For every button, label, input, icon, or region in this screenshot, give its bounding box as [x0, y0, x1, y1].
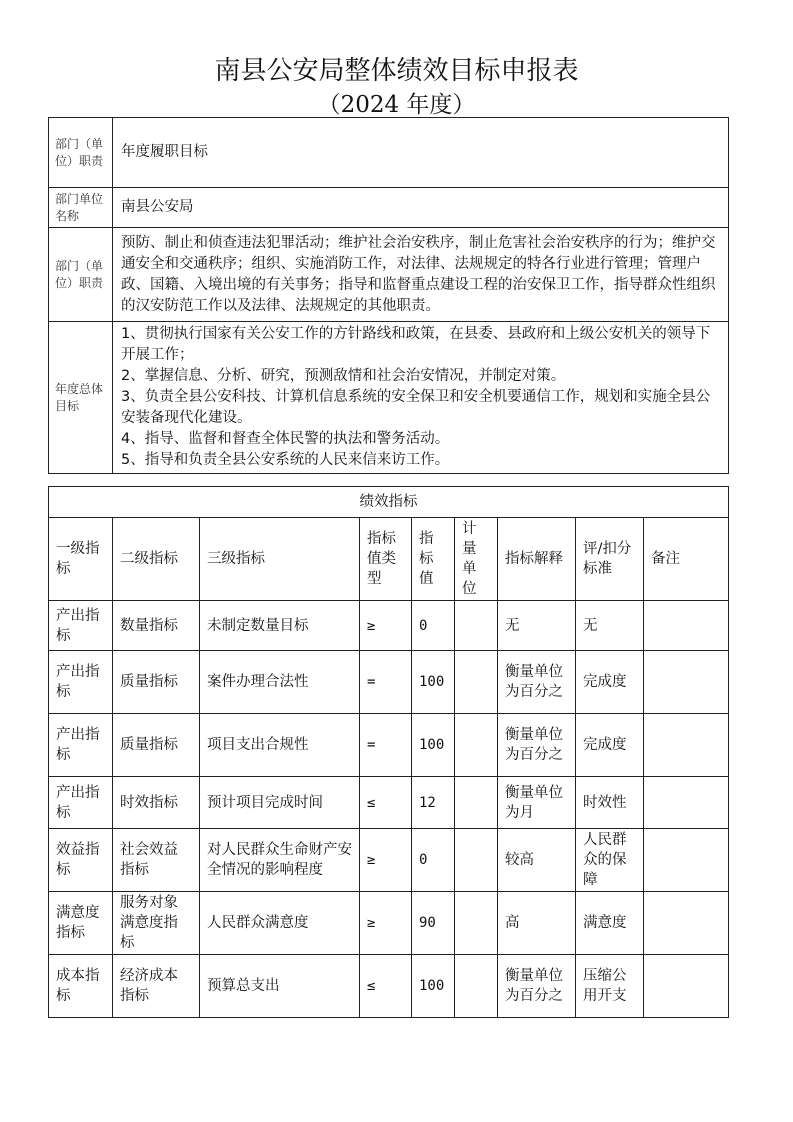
cell-value: 100	[412, 955, 455, 1018]
cell-explanation: 衡量单位为百分之	[498, 714, 576, 777]
goal-line: 1、贯彻执行国家有关公安工作的方针路线和政策，在县委、县政府和上级公安机关的领导下开展工作；	[121, 326, 711, 363]
cell-note	[644, 651, 729, 714]
cell-level2: 质量指标	[113, 714, 200, 777]
cell-explanation: 衡量单位为月	[498, 777, 576, 829]
goal-line: 4、指导、监督和督查全体民警的执法和警务活动。	[121, 431, 450, 447]
cell-value-type: =	[360, 714, 412, 777]
cell-value: 12	[412, 777, 455, 829]
table-row	[49, 955, 729, 1018]
cell-value: 90	[412, 892, 455, 955]
cell-value: 100	[412, 714, 455, 777]
cell-value-type: ≥	[360, 601, 412, 651]
cell-scoring: 完成度	[576, 714, 644, 777]
cell-level2: 质量指标	[113, 651, 200, 714]
cell-level1: 产出指标	[49, 601, 113, 651]
cell-level1: 产出指标	[49, 714, 113, 777]
header-cell: 二级指标	[113, 518, 200, 601]
info-label: 年度总体目标	[49, 322, 113, 474]
cell-note	[644, 777, 729, 829]
cell-value-type: =	[360, 651, 412, 714]
cell-unit	[455, 651, 498, 714]
header-cell: 指标值类型	[360, 518, 412, 601]
cell-value: 0	[412, 601, 455, 651]
cell-explanation: 无	[498, 601, 576, 651]
info-value: 南县公安局	[113, 188, 729, 228]
cell-unit	[455, 601, 498, 651]
cell-level1: 满意度指标	[49, 892, 113, 955]
cell-unit	[455, 829, 498, 892]
cell-unit	[455, 777, 498, 829]
cell-unit	[455, 955, 498, 1018]
cell-level2: 服务对象满意度指标	[113, 892, 200, 955]
page-subtitle: （2024 年度）	[317, 92, 476, 118]
header-cell: 指标解释	[498, 518, 576, 601]
goal-line: 5、指导和负责全县公安系统的人民来信来访工作。	[121, 452, 450, 468]
goal-line: 3、负责全县公安科技、计算机信息系统的安全保卫和安全机要通信工作，规划和实施全县公安装备现代化建设。	[121, 389, 711, 426]
page-title: 南县公安局整体绩效目标申报表	[214, 56, 579, 86]
cell-level1: 产出指标	[49, 777, 113, 829]
performance-table	[48, 486, 729, 1018]
table-row	[49, 829, 729, 892]
info-row	[49, 118, 729, 188]
cell-value-type: ≤	[360, 955, 412, 1018]
cell-level3: 对人民群众生命财产安全情况的影响程度	[200, 829, 360, 892]
header-cell: 计量单位	[455, 518, 498, 601]
cell-level1: 效益指标	[49, 829, 113, 892]
cell-value-type: ≥	[360, 892, 412, 955]
cell-level3: 预算总支出	[200, 955, 360, 1018]
header-cell: 一级指标	[49, 518, 113, 601]
cell-level3: 未制定数量目标	[200, 601, 360, 651]
cell-scoring: 压缩公用开支	[576, 955, 644, 1018]
info-table	[48, 117, 729, 474]
cell-level1: 成本指标	[49, 955, 113, 1018]
cell-value: 0	[412, 829, 455, 892]
cell-level2: 社会效益指标	[113, 829, 200, 892]
cell-explanation: 较高	[498, 829, 576, 892]
annual-goals	[113, 322, 729, 474]
cell-value-type: ≥	[360, 829, 412, 892]
info-label: 部门（单位）职责	[49, 228, 113, 322]
cell-unit	[455, 714, 498, 777]
table-row	[49, 601, 729, 651]
cell-value-type: ≤	[360, 777, 412, 829]
cell-note	[644, 955, 729, 1018]
info-row	[49, 228, 729, 322]
table-row	[49, 777, 729, 829]
cell-unit	[455, 892, 498, 955]
header-cell: 指标值	[412, 518, 455, 601]
cell-explanation: 衡量单位为百分之	[498, 955, 576, 1018]
info-value: 年度履职目标	[113, 118, 729, 188]
cell-explanation: 衡量单位为百分之	[498, 651, 576, 714]
cell-scoring: 满意度	[576, 892, 644, 955]
cell-note	[644, 714, 729, 777]
table-row	[49, 892, 729, 955]
cell-scoring: 无	[576, 601, 644, 651]
header-row	[49, 518, 729, 601]
cell-explanation: 高	[498, 892, 576, 955]
header-cell: 评/扣分标准	[576, 518, 644, 601]
goal-line: 2、掌握信息、分析、研究，预测敌情和社会治安情况，并制定对策。	[121, 368, 566, 384]
cell-scoring: 时效性	[576, 777, 644, 829]
cell-scoring: 人民群众的保障	[576, 829, 644, 892]
section-title-row	[49, 487, 729, 518]
header-cell: 三级指标	[200, 518, 360, 601]
info-label: 部门单位名称	[49, 188, 113, 228]
cell-level2: 数量指标	[113, 601, 200, 651]
table-row	[49, 714, 729, 777]
cell-note	[644, 829, 729, 892]
cell-note	[644, 892, 729, 955]
info-value: 预防、制止和侦查违法犯罪活动；维护社会治安秩序，制止危害社会治安秩序的行为；维护交通安全和交通秩序；组织、实施消防工作，对法律、法规规定的特各行业进行管理；管理户政、国籍、入境出境的有关事务；指导和监督重点建设工程的治安保卫工作，指导群众性组织的汉安防范工作以及法律、法规规定的其他职责。	[113, 228, 729, 322]
info-row	[49, 188, 729, 228]
cell-level2: 时效指标	[113, 777, 200, 829]
info-row	[49, 322, 729, 474]
table-row	[49, 651, 729, 714]
cell-level3: 案件办理合法性	[200, 651, 360, 714]
cell-level2: 经济成本指标	[113, 955, 200, 1018]
cell-scoring: 完成度	[576, 651, 644, 714]
cell-level1: 产出指标	[49, 651, 113, 714]
cell-note	[644, 601, 729, 651]
cell-level3: 人民群众满意度	[200, 892, 360, 955]
info-label: 部门（单位）职责	[49, 118, 113, 188]
section-title: 绩效指标	[49, 487, 729, 518]
cell-value: 100	[412, 651, 455, 714]
cell-level3: 预计项目完成时间	[200, 777, 360, 829]
header-cell: 备注	[644, 518, 729, 601]
cell-level3: 项目支出合规性	[200, 714, 360, 777]
